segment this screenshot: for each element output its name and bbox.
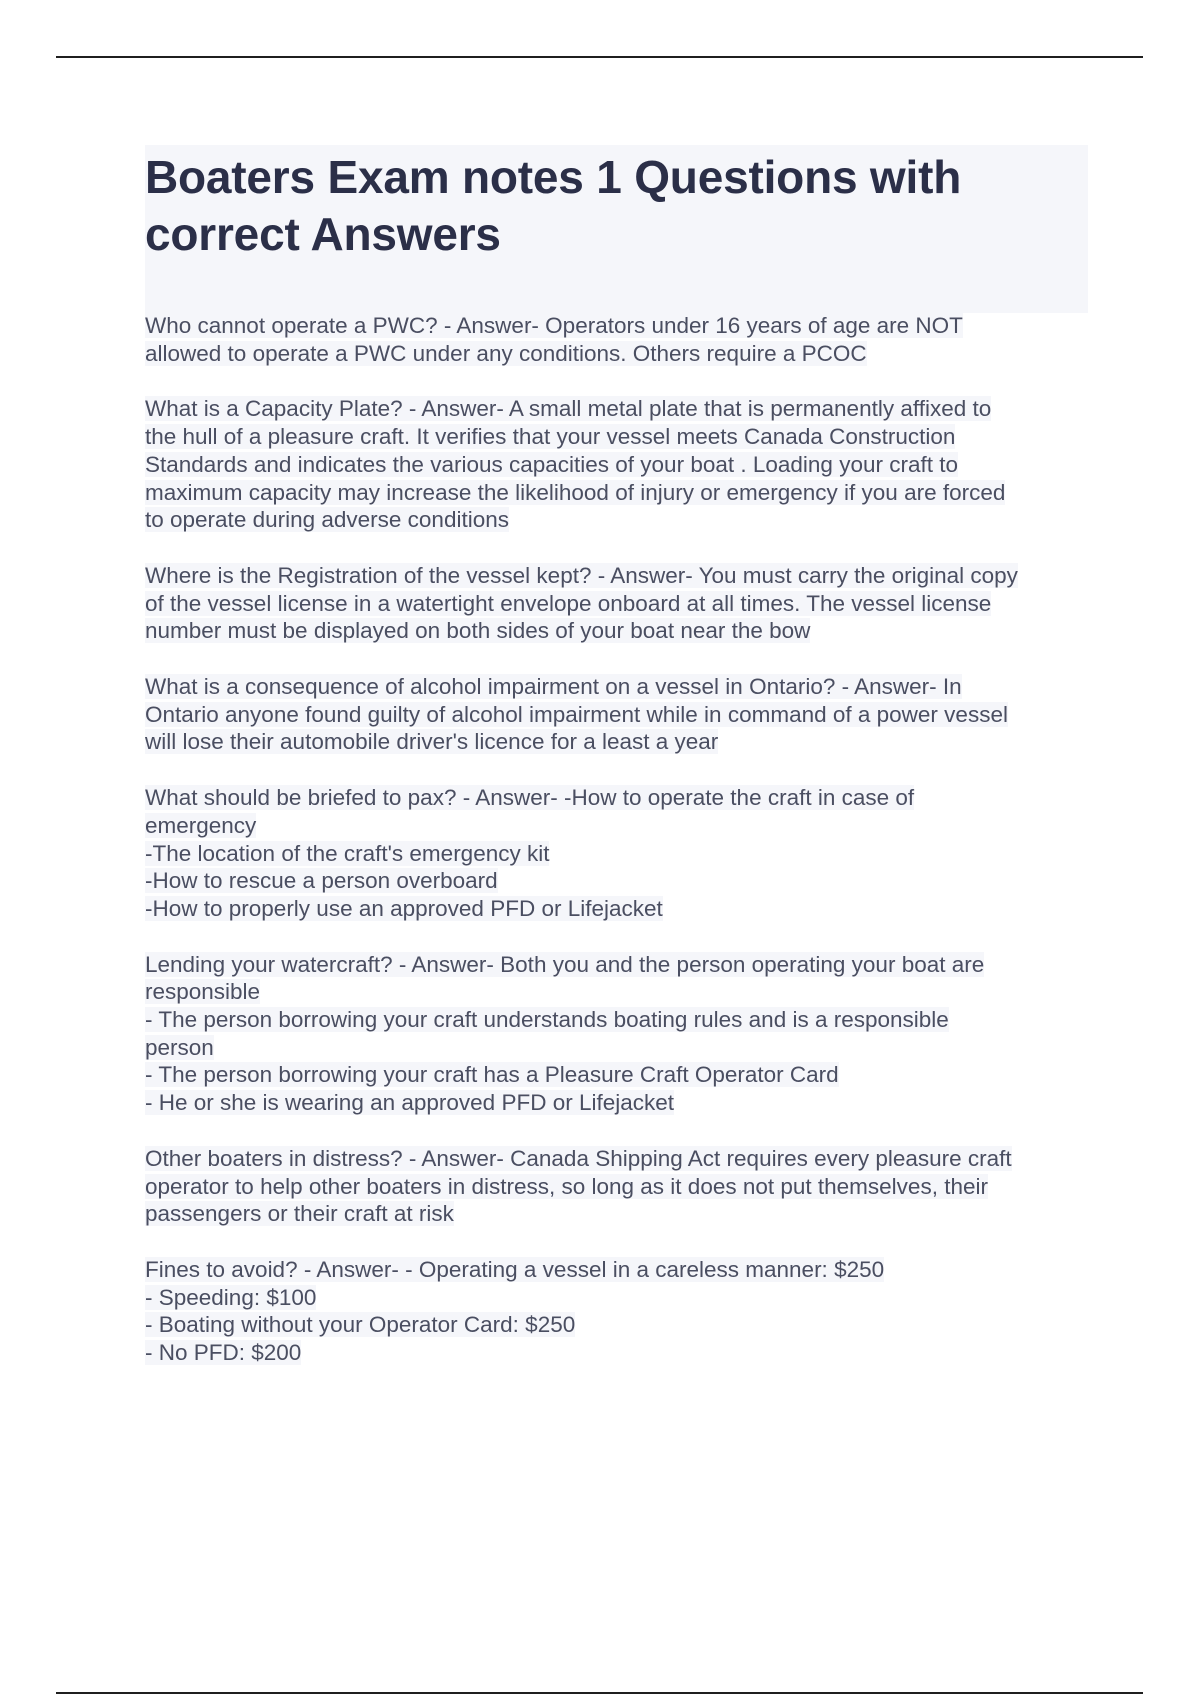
header-rule xyxy=(56,56,1143,58)
text-line: passengers or their craft at risk xyxy=(145,1201,454,1227)
text-line: Other boaters in distress? - Answer- Canada Shipping Act requires every pleasure craft xyxy=(145,1145,1012,1171)
text-line: - The person borrowing your craft has a Pleasure Craft Operator Card xyxy=(145,1062,839,1088)
document-body xyxy=(145,312,1095,1395)
text-line: Standards and indicates the various capacities of your boat . Loading your craft to xyxy=(145,451,958,477)
text-line: Who cannot operate a PWC? - Answer- Operators under 16 years of age are NOT xyxy=(145,313,963,338)
qa-capacity-plate xyxy=(145,395,1095,534)
text-line: maximum capacity may increase the likelihood of injury or emergency if you are forced xyxy=(145,479,1006,505)
text-line: allowed to operate a PWC under any conditions. Others require a PCOC xyxy=(145,340,867,366)
text-line: What should be briefed to pax? - Answer- -How to operate the craft in case of xyxy=(145,785,915,811)
text-line: -The location of the craft's emergency kit xyxy=(145,840,550,866)
qa-fines xyxy=(145,1256,1095,1367)
text-line: - The person borrowing your craft understands boating rules and is a responsible xyxy=(145,1007,949,1033)
text-line: Where is the Registration of the vessel kept? - Answer- You must carry the original copy xyxy=(145,562,1018,588)
text-line: number must be displayed on both sides of your boat near the bow xyxy=(145,618,811,644)
footer-rule xyxy=(56,1692,1143,1694)
text-line: What is a consequence of alcohol impairment on a vessel in Ontario? - Answer- In xyxy=(145,674,962,700)
text-line: person xyxy=(145,1034,214,1060)
text-line: operator to help other boaters in distress, so long as it does not put themselves, their xyxy=(145,1173,988,1199)
text-line: will lose their automobile driver's licence for a least a year xyxy=(145,729,719,755)
text-line: emergency xyxy=(145,812,257,838)
qa-registration xyxy=(145,562,1095,645)
text-line: - Boating without your Operator Card: $250 xyxy=(145,1312,576,1338)
text-line: the hull of a pleasure craft. It verifies that your vessel meets Canada Construction xyxy=(145,424,956,450)
text-line: -How to properly use an approved PFD or Lifejacket xyxy=(145,895,663,921)
text-line: - He or she is wearing an approved PFD or Lifejacket xyxy=(145,1090,675,1116)
qa-lending-watercraft xyxy=(145,951,1095,1117)
text-line: Ontario anyone found guilty of alcohol impairment while in command of a power vessel xyxy=(145,701,1008,727)
qa-alcohol-impairment xyxy=(145,673,1095,756)
qa-pax-briefing xyxy=(145,784,1095,923)
text-line: responsible xyxy=(145,979,261,1005)
qa-boaters-in-distress xyxy=(145,1145,1095,1228)
text-line: -How to rescue a person overboard xyxy=(145,868,498,894)
title-block xyxy=(145,145,1088,313)
title-line: Boaters Exam notes 1 Questions with xyxy=(145,151,962,203)
qa-pwc-operators xyxy=(145,312,1095,367)
text-line: - Speeding: $100 xyxy=(145,1284,317,1310)
text-line: Fines to avoid? - Answer- - Operating a vessel in a careless manner: $250 xyxy=(145,1256,885,1282)
title-line: correct Answers xyxy=(145,208,501,260)
text-line: - No PFD: $200 xyxy=(145,1340,302,1366)
text-line: What is a Capacity Plate? - Answer- A small metal plate that is permanently affixed to xyxy=(145,396,992,422)
document-title xyxy=(145,149,1088,263)
text-line: to operate during adverse conditions xyxy=(145,507,509,533)
text-line: Lending your watercraft? - Answer- Both you and the person operating your boat are xyxy=(145,951,985,977)
text-line: of the vessel license in a watertight envelope onboard at all times. The vessel license xyxy=(145,590,992,616)
